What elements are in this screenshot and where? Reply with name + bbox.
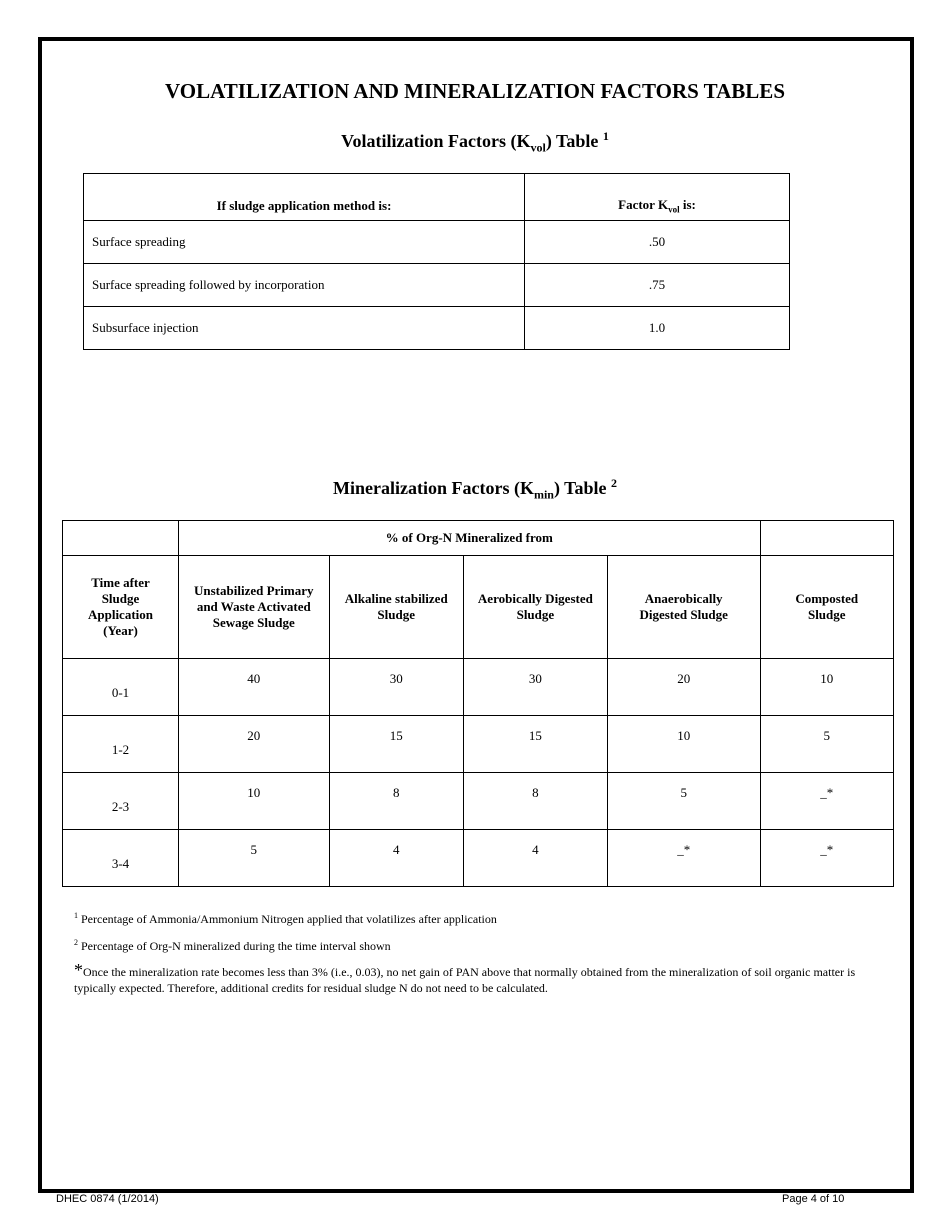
group-header-row [63, 521, 894, 556]
empty-header-cell [760, 521, 893, 556]
time-cell: 3-4 [63, 830, 179, 887]
value-cell: 10 [607, 716, 760, 773]
mineralization-table-title: Mineralization Factors $(K_{min})$ Table $^2$ [333, 476, 617, 502]
header-application-method: If sludge application method is: [84, 174, 525, 221]
table-row [84, 307, 790, 350]
table-row [63, 659, 894, 716]
table-row [84, 221, 790, 264]
value-cell: _* [760, 830, 893, 887]
factor-cell: 1.0 [525, 307, 790, 350]
value-cell: 5 [178, 830, 329, 887]
value-cell: 10 [178, 773, 329, 830]
value-cell: 15 [463, 716, 607, 773]
footnote-2: $^2$ Percentage of Org-N mineralized during the time interval shown [74, 938, 391, 953]
form-id: DHEC 0874 (1/2014) [56, 1193, 159, 1205]
footnote-1: $^1$ Percentage of Ammonia/Ammonium Nitrogen applied that volatilizes after application [74, 911, 497, 926]
volatilization-table [83, 173, 790, 350]
value-cell: 30 [463, 659, 607, 716]
table-row [63, 773, 894, 830]
method-cell: Surface spreading [84, 221, 525, 264]
empty-header-cell [63, 521, 179, 556]
column-header-row [63, 556, 894, 659]
value-cell: 10 [760, 659, 893, 716]
table-row [63, 716, 894, 773]
table-row [84, 264, 790, 307]
value-cell: 4 [463, 830, 607, 887]
value-cell: _* [607, 830, 760, 887]
header-alkaline: Alkaline stabilized Sludge [329, 556, 463, 659]
method-cell: Surface spreading followed by incorporation [84, 264, 525, 307]
value-cell: 20 [178, 716, 329, 773]
header-factor-kvol: Factor $K_{vol}$ is: [525, 174, 790, 221]
value-cell: 4 [329, 830, 463, 887]
header-aerobic: Aerobically Digested Sludge [463, 556, 607, 659]
table-header-row [84, 174, 790, 221]
value-cell: 20 [607, 659, 760, 716]
footnote-star: *Once the mineralization rate becomes less than 3% (i.e., 0.03), no net gain of PAN above that normally obtained from the mineralization of soil organic matter is typically expected. Therefore, additional credits for residual sludge N do not need to be calculated. [74, 960, 856, 995]
value-cell: 40 [178, 659, 329, 716]
time-cell: 2-3 [63, 773, 179, 830]
page-number: Page 4 of 10 [782, 1193, 845, 1205]
volatilization-table-title: Volatilization Factors $(K_{vol})$ Table $^1$ [341, 129, 609, 155]
value-cell: _* [760, 773, 893, 830]
header-composted: Composted Sludge [760, 556, 893, 659]
mineralization-table [62, 520, 894, 887]
group-header-org-n: % of Org-N Mineralized from [178, 521, 760, 556]
header-anaerobic: Anaerobically Digested Sludge [607, 556, 760, 659]
header-unstabilized: Unstabilized Primary and Waste Activated Sewage Sludge [178, 556, 329, 659]
value-cell: 30 [329, 659, 463, 716]
factor-cell: .75 [525, 264, 790, 307]
value-cell: 8 [463, 773, 607, 830]
header-time: Time after Sludge Application (Year) [63, 556, 179, 659]
method-cell: Subsurface injection [84, 307, 525, 350]
table-row [63, 830, 894, 887]
value-cell: 5 [760, 716, 893, 773]
page-title: VOLATILIZATION AND MINERALIZATION FACTORS TABLES [165, 79, 785, 103]
factor-cell: .50 [525, 221, 790, 264]
time-cell: 1-2 [63, 716, 179, 773]
value-cell: 15 [329, 716, 463, 773]
value-cell: 5 [607, 773, 760, 830]
value-cell: 8 [329, 773, 463, 830]
time-cell: 0-1 [63, 659, 179, 716]
